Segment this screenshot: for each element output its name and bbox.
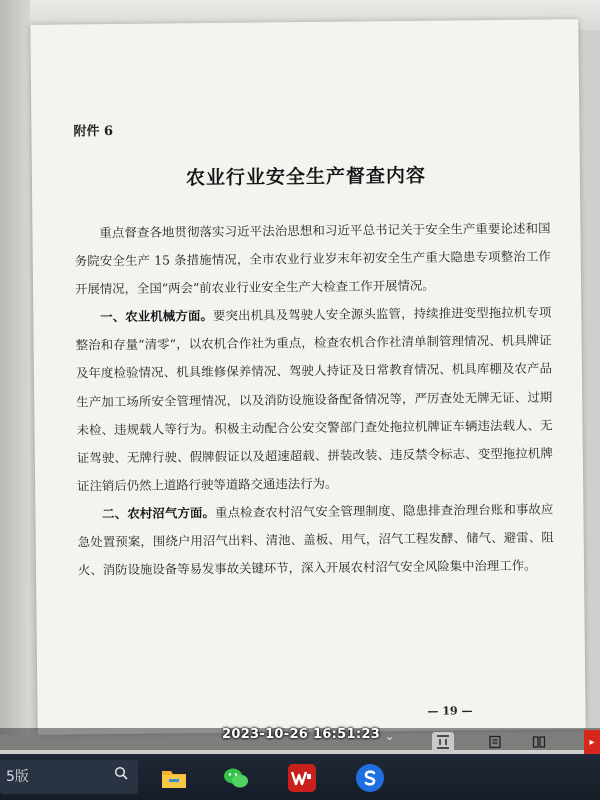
two-page-view-button[interactable] xyxy=(528,732,550,752)
wps-side-tab[interactable]: ▸ xyxy=(584,730,600,754)
read-mode-button[interactable] xyxy=(484,732,506,752)
sogou-browser-icon[interactable] xyxy=(356,764,384,792)
document-left-gutter xyxy=(0,0,30,735)
document-body xyxy=(74,214,554,584)
page-width-view-button[interactable] xyxy=(432,732,454,752)
section-heading: 一、农业机械方面。 xyxy=(100,308,214,325)
read-mode-icon xyxy=(488,735,502,749)
section-rural-biogas xyxy=(77,495,554,584)
section-heading: 二、农村沼气方面。 xyxy=(102,504,216,522)
intro-paragraph: 重点督查各地贯彻落实习近平法治思想和习近平总书记关于安全生产重要论述和国务院安全生产 15 条措施情况，全市农业行业岁末年初安全生产重大隐患专项整治工作开展情况，全国“两会”前农业行业安全生产大检查工作开展情况。 xyxy=(74,220,551,297)
taskbar-search-text[interactable]: 5版 xyxy=(6,769,29,785)
section-text: 重点检查农村沼气安全管理制度、隐患排查治理台账和事故应急处置预案，围绕户用沼气出料、清池、盖板、用气，沼气工程发酵、储气、避雷、阻火、消防设施设备等易发事故关键环节，深入开展农村沼气安全风险集中治理工作。 xyxy=(77,501,554,578)
wechat-icon[interactable] xyxy=(222,764,250,792)
photo-timestamp: 2023-10-26 16:51:23 xyxy=(222,727,381,742)
page-number: — 19 — xyxy=(427,704,473,718)
wps-icon[interactable] xyxy=(288,764,316,792)
page-width-icon xyxy=(436,735,450,749)
section-agri-machinery xyxy=(75,299,553,501)
search-icon[interactable] xyxy=(114,766,128,780)
section-text: 要突出机具及驾驶人安全源头监管，持续推进变型拖拉机专项整治和存量“清零”，以农机合作社为重点，检查农机合作社清单制管理情况、机具牌证及年度检验情况、机具维修保养情况、驾驶人持证及日常教育情况、机具库棚及农产品生产加工场所安全管理情况，以及消防设施设备配备情况等，严厉查处无牌无证、过期未检、违规载人等行为。积极主动配合公安交警部门查处拖拉机牌证车辆违法载人、无证驾驶、无牌行驶、假牌假证以及超速超载、拼装改装、违反禁令标志、变型拖拉机牌证注销后仍然上道路行驶等道路交通违法行为。 xyxy=(75,304,553,494)
document-title: 农业行业安全生产督查内容 xyxy=(185,164,427,190)
document-page xyxy=(30,19,585,735)
attachment-label: 附件 6 xyxy=(73,124,114,140)
file-explorer-icon[interactable] xyxy=(160,764,188,792)
two-page-icon xyxy=(532,735,546,749)
zoom-dropdown-icon[interactable]: ⌄ xyxy=(385,730,395,743)
